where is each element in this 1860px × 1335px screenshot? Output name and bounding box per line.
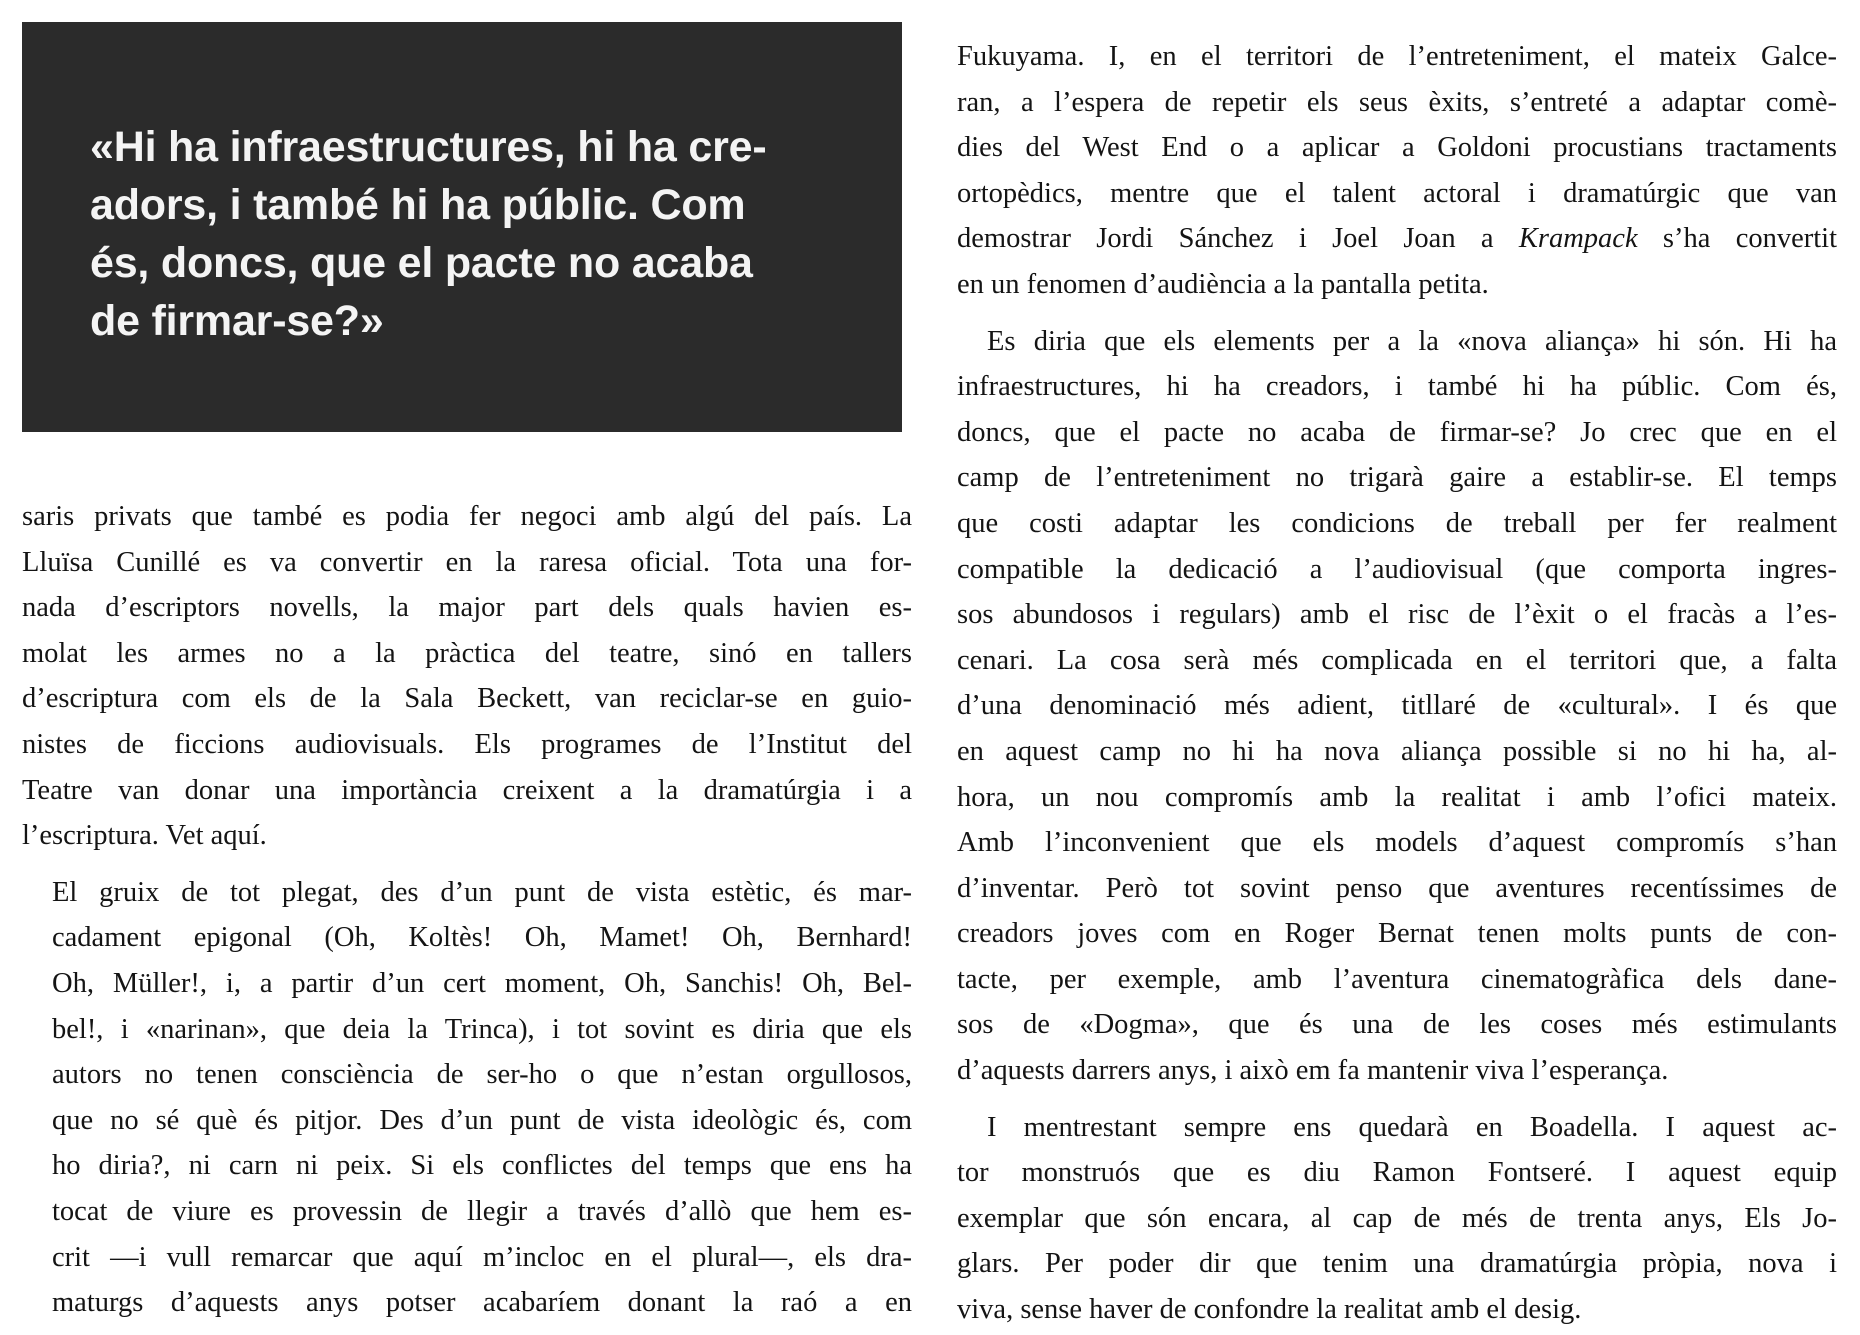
- text-line: d’aquests darrers anys, i això em fa mantenir viva l’esperança.: [957, 1055, 1669, 1087]
- left-column: [22, 0, 912, 1335]
- text-line: nistes de ficcions audiovisuals. Els programes de l’Institut del: [22, 728, 912, 760]
- text-line: ran, a l’espera de repetir els seus èxits, s’entreté a adaptar comè-: [957, 86, 1837, 118]
- text-line: El gruix de tot plegat, des d’un punt de vista estètic, és mar-: [52, 876, 912, 908]
- text-fragment: s’ha convertit: [1637, 223, 1838, 255]
- body-paragraph: [22, 494, 912, 859]
- text-fragment: demostrar Jordi Sánchez i Joel Joan a: [957, 223, 1519, 255]
- text-line: infraestructures, hi ha creadors, i també hi ha públic. Com és,: [957, 371, 1837, 403]
- text-line: exemplar que són encara, al cap de més de trenta anys, Els Jo-: [957, 1202, 1837, 1234]
- text-line: d’escriptura com els de la Sala Beckett, van reciclar-se en guio-: [22, 683, 912, 715]
- text-line: Lluïsa Cunillé es va convertir en la raresa oficial. Tota una for-: [22, 546, 912, 578]
- text-line: tacte, per exemple, amb l’aventura cinematogràfica dels dane-: [957, 963, 1837, 995]
- left-column-body: [22, 494, 912, 1326]
- text-line: Teatre van donar una importància creixent a la dramatúrgia i a: [22, 774, 912, 806]
- text-line: sos de «Dogma», que és una de les coses més estimulants: [957, 1009, 1837, 1041]
- body-paragraph: [22, 870, 912, 1326]
- film-title: Krampack: [1518, 223, 1638, 255]
- text-line: Amb l’inconvenient que els models d’aquest compromís s’han: [957, 827, 1837, 859]
- text-line: maturgs d’aquests anys potser acabaríem donant la raó a en: [52, 1287, 912, 1319]
- text-line: sos abundosos i regulars) amb el risc de l’èxit o el fracàs a l’es-: [957, 599, 1837, 631]
- text-line: tor monstruós que es diu Ramon Fontseré. I aquest equip: [957, 1157, 1837, 1189]
- pull-quote-line: de firmar-se?»: [90, 297, 384, 345]
- text-line: cadament epigonal (Oh, Koltès! Oh, Mamet! Oh, Bernhard!: [52, 922, 912, 954]
- text-line: viva, sense haver de confondre la realitat amb el desig.: [957, 1294, 1582, 1326]
- body-paragraph: [957, 319, 1837, 1094]
- text-line: dies del West End o a aplicar a Goldoni procustians tractaments: [957, 132, 1837, 164]
- right-column: [957, 0, 1837, 1335]
- text-line: que costi adaptar les condicions de treball per fer realment: [957, 507, 1837, 539]
- text-line: en aquest camp no hi ha nova aliança possible si no hi ha, al-: [957, 735, 1837, 767]
- text-line: Fukuyama. I, en el territori de l’entreteniment, el mateix Galce-: [957, 41, 1837, 72]
- text-line: autors no tenen consciència de ser-ho o que n’estan orgullosos,: [52, 1059, 912, 1091]
- right-column-body: [957, 34, 1837, 1333]
- text-line-with-title: [957, 216, 1837, 262]
- text-line: nada d’escriptors novells, la major part dels quals havien es-: [22, 592, 912, 624]
- body-paragraph: [957, 34, 1837, 308]
- text-line: d’una denominació més adient, titllaré de «cultural». I és que: [957, 690, 1837, 722]
- text-line: crit —i vull remarcar que aquí m’incloc en el plural—, els dra-: [52, 1241, 912, 1273]
- pull-quote-line: «Hi ha infraestructures, hi ha cre-: [90, 123, 767, 171]
- text-line: que no sé què és pitjor. Des d’un punt de vista ideològic és, com: [52, 1104, 912, 1136]
- pull-quote-line: adors, i també hi ha públic. Com: [90, 181, 746, 229]
- text-line: d’inventar. Però tot sovint penso que aventures recentíssimes de: [957, 872, 1837, 904]
- text-line: glars. Per poder dir que tenim una dramatúrgia pròpia, nova i: [957, 1248, 1837, 1280]
- text-line: creadors joves com en Roger Bernat tenen molts punts de con-: [957, 918, 1837, 950]
- text-line: camp de l’entreteniment no trigarà gaire a establir-se. El temps: [957, 462, 1837, 494]
- text-line: en un fenomen d’audiència a la pantalla petita.: [957, 268, 1489, 300]
- text-line: ho diria?, ni carn ni peix. Si els conflictes del temps que ens ha: [52, 1150, 912, 1182]
- pull-quote-line: és, doncs, que el pacte no acaba: [90, 239, 753, 287]
- body-paragraph: [957, 1105, 1837, 1333]
- text-line: l’escriptura. Vet aquí.: [22, 820, 267, 852]
- text-line: tocat de viure es provessin de llegir a través d’allò que hem es-: [52, 1195, 912, 1227]
- text-line: saris privats que també es podia fer negoci amb algú del país. La: [22, 501, 912, 532]
- text-line: molat les armes no a la pràctica del teatre, sinó en tallers: [22, 637, 912, 669]
- text-line: ortopèdics, mentre que el talent actoral i dramatúrgic que van: [957, 177, 1837, 209]
- text-line: Oh, Müller!, i, a partir d’un cert moment, Oh, Sanchis! Oh, Bel-: [52, 967, 912, 999]
- text-line: compatible la dedicació a l’audiovisual (que comporta ingres-: [957, 553, 1837, 585]
- text-line: doncs, que el pacte no acaba de firmar-se? Jo crec que en el: [957, 416, 1837, 448]
- text-line: Es diria que els elements per a la «nova aliança» hi són. Hi ha: [987, 325, 1837, 357]
- text-line: cenari. La cosa serà més complicada en el territori que, a falta: [957, 644, 1837, 676]
- text-line: I mentrestant sempre ens quedarà en Boadella. I aquest ac-: [987, 1111, 1837, 1143]
- text-line: hora, un nou compromís amb la realitat i amb l’ofici mateix.: [957, 781, 1837, 813]
- text-line: bel!, i «narinan», que deia la Trinca), i tot sovint es diria que els: [52, 1013, 912, 1045]
